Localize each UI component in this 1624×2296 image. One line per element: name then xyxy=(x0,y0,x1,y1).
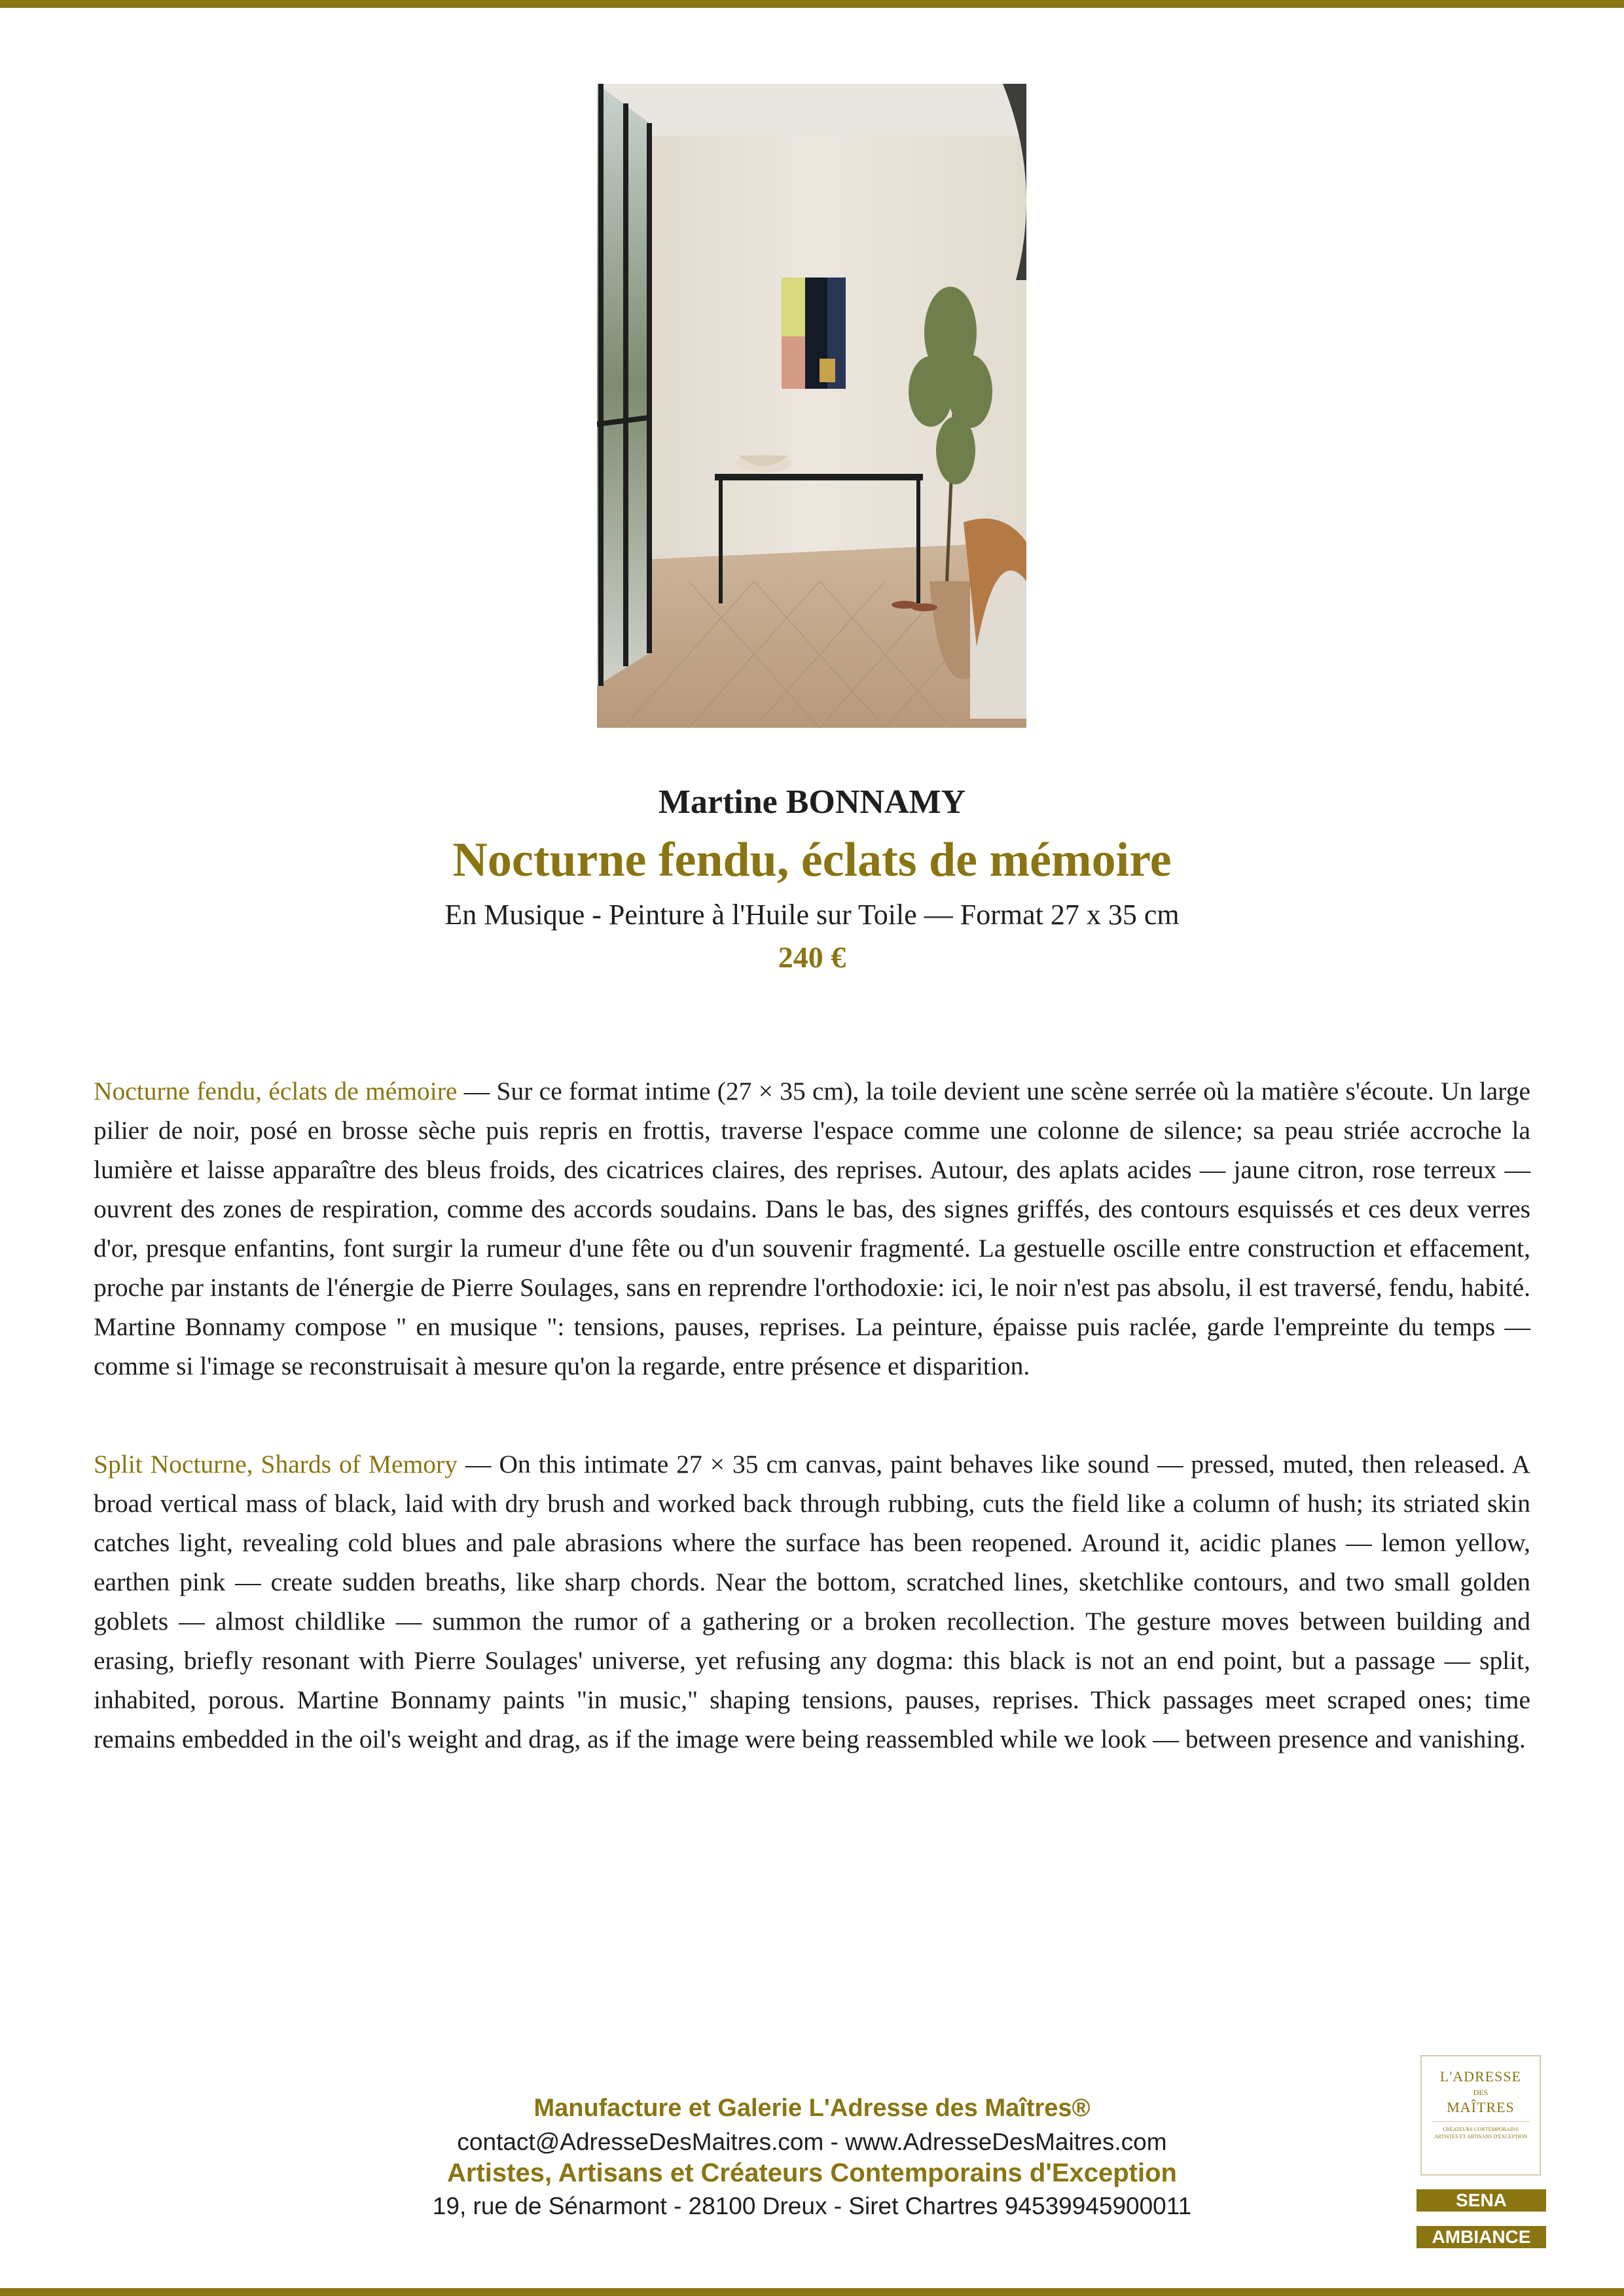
bottom-accent-bar xyxy=(0,2288,1624,2296)
description-french xyxy=(94,1071,1530,1386)
logo-line-3: MAÎTRES xyxy=(1447,2099,1515,2115)
description-french-lead: Nocturne fendu, éclats de mémoire xyxy=(94,1077,458,1105)
artist-name: Martine BONNAMY xyxy=(658,783,966,821)
description-english xyxy=(94,1444,1530,1759)
logo-line-1: L'ADRESSE xyxy=(1439,2068,1522,2085)
badge-sena: SENA xyxy=(1416,2189,1546,2212)
description-french-text: — Sur ce format intime (27 × 35 cm), la toile devient une scène serrée où la matière s'écoute. Un large pilier de noir, posé en brosse sèche puis repris en frottis, traverse l'espace comme une colonne de silence; sa peau striée accroche la lumière et laisse apparaître des bleus froids, des cicatrices claires, des reprises. Autour, des aplats acides — jaune citron, rose terreux — ouvrent des zones de respiration, comme des accords soudains. Dans le bas, des signes griffés, des contours esquissés et ces deux verres d'or, presque enfantins, font surgir la rumeur d'une fête ou d'un souvenir fragmenté. La gestuelle oscille entre construction et effacement, proche par instants de l'énergie de Pierre Soulages, sans en reprendre l'orthodoxie: ici, le noir n'est pas absolu, il est traversé, fendu, habité. Martine Bonnamy compose " en musique ": tensions, pauses, reprises. La peinture, épaisse puis raclée, garde l'empreinte du temps — comme si l'image se reconstruisait à mesure qu'on la regarde, entre présence et disparition. xyxy=(94,1077,1530,1380)
footer-tagline: Artistes, Artisans et Créateurs Contemporains d'Exception xyxy=(447,2159,1177,2187)
description-english-lead: Split Nocturne, Shards of Memory xyxy=(94,1450,458,1479)
logo-divider xyxy=(1432,2121,1530,2122)
logo-line-4: CRÉATEURS CONTEMPORAINS ARTISTES ET ARTISANS D'EXCEPTION xyxy=(1434,2126,1528,2140)
footer-address: 19, rue de Sénarmont - 28100 Dreux - Siret Chartres 94539945900011 xyxy=(432,2193,1192,2219)
artwork-subtitle: En Musique - Peinture à l'Huile sur Toile — Format 27 x 35 cm xyxy=(444,899,1180,931)
top-accent-bar xyxy=(0,0,1624,8)
artwork-room-photo xyxy=(597,84,1026,728)
footer-contact[interactable]: contact@AdresseDesMaitres.com - www.AdresseDesMaitres.com xyxy=(457,2128,1167,2155)
logo-line-2: DES xyxy=(1473,2088,1489,2097)
gallery-logo xyxy=(1420,2055,1541,2176)
artwork-price: 240 € xyxy=(778,941,846,974)
footer-gallery-name: Manufacture et Galerie L'Adresse des Maîtres® xyxy=(533,2094,1091,2122)
badge-ambiance: AMBIANCE xyxy=(1416,2226,1546,2248)
description-english-text: — On this intimate 27 × 35 cm canvas, paint behaves like sound — pressed, muted, then released. A broad vertical mass of black, laid with dry brush and worked back through rubbing, cuts the field like a column of hush; its striated skin catches light, revealing cold blues and pale abrasions where the surface has been reopened. Around it, acidic planes — lemon yellow, earthen pink — create sudden breaths, like sharp chords. Near the bottom, scratched lines, sketchlike contours, and two small golden goblets — almost childlike — summon the rumor of a gathering or a broken recollection. The gesture moves between building and erasing, briefly resonant with Pierre Soulages' universe, yet refusing any dogma: this black is not an end point, but a passage — split, inhabited, porous. Martine Bonnamy paints "in music," shaping tensions, pauses, reprises. Thick passages meet scraped ones; time remains embedded in the oil's weight and drag, as if the image were being reassembled while we look — between presence and vanishing. xyxy=(94,1450,1530,1753)
artwork-title: Nocturne fendu, éclats de mémoire xyxy=(452,833,1172,887)
